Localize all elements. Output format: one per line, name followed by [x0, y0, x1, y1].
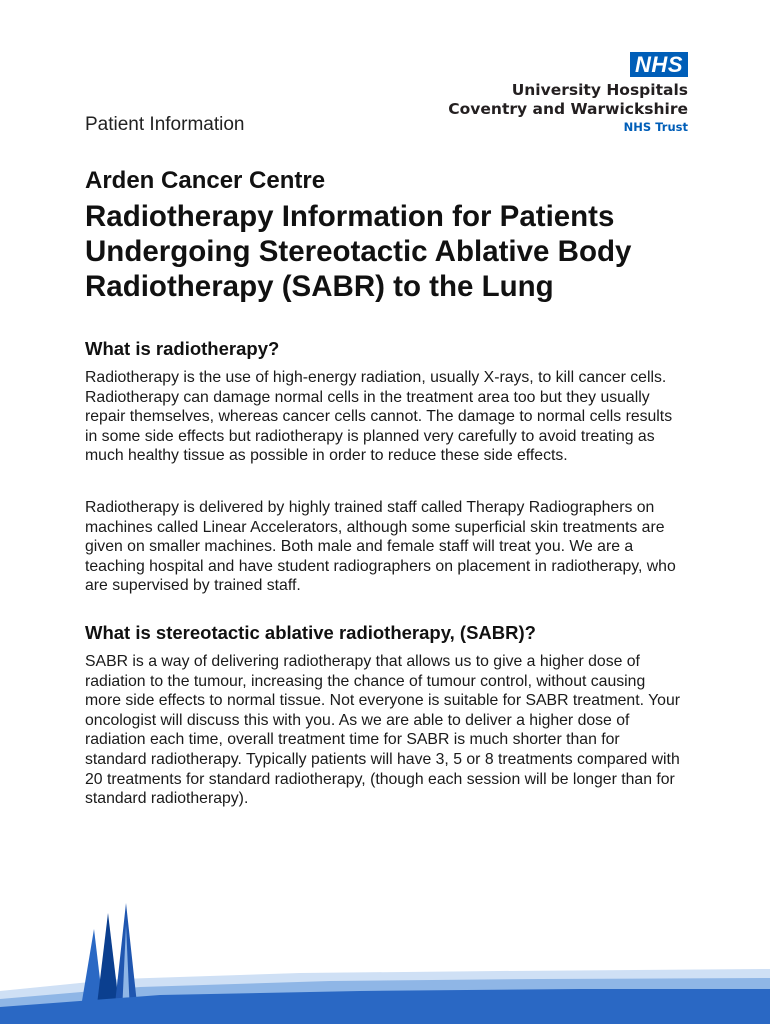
paragraph: Radiotherapy is delivered by highly trained staff called Therapy Radiographers on machines called Linear Accelerators, although some superficial skin treatments are given on smaller machines. Both male and female staff will treat you. We are a teaching hospital and have student radiographers on placement in radiotherapy, who are supervised by trained staff.	[85, 498, 676, 595]
nhs-logo-badge: NHS	[630, 52, 688, 77]
paragraph: Radiotherapy is the use of high-energy radiation, usually X-rays, to kill cancer cells. Radiotherapy can damage normal cells in the treatment area too but they usually repair themselves, whereas cancer cells cannot. The damage to normal cells results in some side effects but radiotherapy is planned very carefully to avoid treating as much healthy tissue as possible in order to reduce these side effects.	[85, 369, 673, 465]
section-heading-sabr: What is stereotactic ablative radiotherapy, (SABR)?	[85, 621, 536, 643]
paragraph: SABR is a way of delivering radiotherapy that allows us to give a higher dose of radiation to the tumour, increasing the chance of tumour control, without causing more side effects to normal tissue. Not everyone is suitable for SABR treatment. Your oncologist will discuss this with you. As we are able to deliver a higher dose of radiation each time, overall treatment time for SABR is much shorter than for standard radiotherapy. Typically patients will have 3, 5 or 8 treatments compared with 20 treatments for standard radiotherapy, (though each session will be longer than for standard radiotherapy).	[85, 652, 681, 808]
document-body	[85, 338, 685, 809]
spires-footer-graphic	[0, 895, 770, 1024]
nhs-trust-logo	[428, 52, 688, 134]
trust-name-line2: Coventry and Warwickshire	[448, 100, 688, 118]
trust-subtitle: NHS Trust	[623, 120, 688, 134]
trust-name-line1: University Hospitals	[511, 81, 688, 99]
document-title: Radiotherapy Information for Patients Undergoing Stereotactic Ablative Body Radiotherapy (SABR) to the Lung	[85, 200, 632, 303]
centre-name: Arden Cancer Centre	[85, 167, 326, 194]
page-label: Patient Information	[85, 114, 245, 135]
section-heading-radiotherapy: What is radiotherapy?	[85, 338, 280, 359]
